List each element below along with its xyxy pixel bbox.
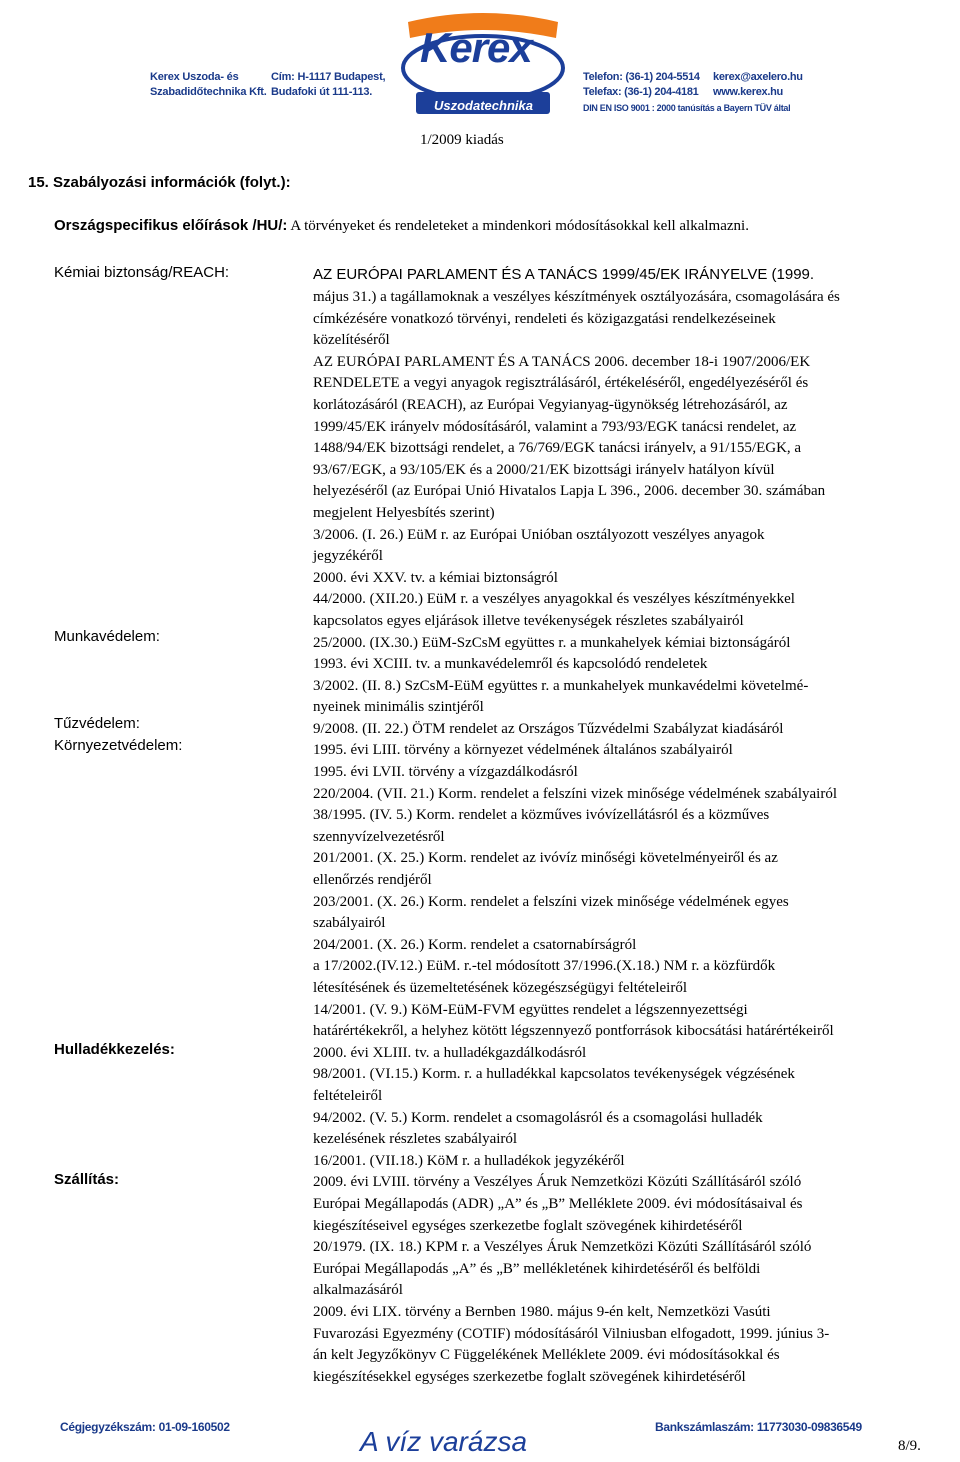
regulation-line: kapcsolatos egyes eljárások illetve tevékenységek részletes szabályairól bbox=[313, 612, 744, 629]
regulation-line: Fuvarozási Egyezmény (COTIF) módosításáról Vilniusban elfogadott, 1999. június 3- bbox=[313, 1325, 830, 1342]
label-fire-safety: Tűzvédelem: bbox=[54, 715, 140, 732]
regulation-line: feltételeiről bbox=[313, 1087, 383, 1104]
company-registration: Cégjegyzékszám: 01-09-160502 bbox=[60, 1420, 230, 1434]
regulation-line: címkézésére vonatkozó törvényi, rendeleti és közigazgatási rendelkezéseinek bbox=[313, 310, 776, 327]
company-name: Kerex Uszoda- és Szabadidőtechnika Kft. bbox=[150, 71, 267, 98]
regulation-line: RENDELETE a vegyi anyagok regisztrálásáról, értékeléséről, engedélyezéséről és bbox=[313, 375, 809, 392]
regulation-line: 1488/94/EK bizottsági rendelet, a 76/769/EGK tanácsi irányelv, a 91/155/EGK, a bbox=[313, 440, 802, 457]
regulation-line: 20/1979. (IX. 18.) KPM r. a Veszélyes Áruk Nemzetközi Közúti Szállításáról szóló bbox=[313, 1239, 812, 1256]
regulation-line: korlátozásáról (REACH), az Európai Vegyianyag-ügynökség létrehozásáról, az bbox=[313, 396, 788, 413]
regulation-line: 1993. évi XCIII. tv. a munkavédelemről és kapcsolódó rendeletek bbox=[313, 656, 708, 673]
regulation-line: 98/2001. (VI.15.) Korm. r. a hulladékkal kapcsolatos tevékenységek végzésének bbox=[313, 1066, 795, 1083]
regulation-line: 220/2004. (VII. 21.) Korm. rendelet a felszíni vizek minősége védelmének szabályairól bbox=[313, 785, 837, 802]
label-transport: Szállítás: bbox=[54, 1171, 120, 1188]
section-title: 15. Szabályozási információk (folyt.): bbox=[28, 174, 291, 191]
letterhead bbox=[0, 0, 960, 113]
regulation-line: 38/1995. (IV. 5.) Korm. rendelet a közműves ivóvízellátásról és a közműves bbox=[313, 807, 770, 824]
slogan: A víz varázsa bbox=[360, 1426, 528, 1457]
regulation-line: 44/2000. (XII.20.) EüM r. a veszélyes anyagokkal és veszélyes készítményekkel bbox=[313, 591, 795, 608]
regulation-line: AZ EURÓPAI PARLAMENT ÉS A TANÁCS 2006. december 18-i 1907/2006/EK bbox=[313, 353, 811, 370]
regulation-list bbox=[313, 287, 958, 1388]
page-number: 8/9. bbox=[898, 1438, 921, 1454]
regulation-line: 203/2001. (X. 26.) Korm. rendelet a felszíni vizek minősége védelmének egyes bbox=[313, 893, 789, 910]
regulation-line: megjelent Helyesbítés szerint) bbox=[313, 504, 495, 521]
regulation-line: án kelt Jegyzőkönyv C Függelékének Melléklete 2009. évi módosításokkal és bbox=[313, 1347, 780, 1364]
contact-email-web: kerex@axelero.hu www.kerex.hu bbox=[713, 71, 803, 98]
regulation-line: alkalmazásáról bbox=[313, 1282, 403, 1299]
company-address: Cím: H-1117 Budapest, Budafoki út 111-113. bbox=[271, 71, 386, 98]
regulation-line: ellenőrzés rendjéről bbox=[313, 872, 432, 889]
regulation-line: létesítésének és üzemeltetésének közegészségügyi feltételeiről bbox=[313, 980, 687, 996]
regulation-line: 1995. évi LVII. törvény a vízgazdálkodásról bbox=[313, 764, 578, 781]
logo-subtitle: Uszodatechnika bbox=[434, 98, 533, 113]
regulation-line: határértékekről, a helyhez kötött légszennyező pontforrások kibocsátási határértékeiről bbox=[313, 1023, 834, 1040]
country-specific-line bbox=[54, 217, 749, 235]
regulation-line: szennyvízelvezetésről bbox=[313, 828, 445, 845]
regulation-line: 94/2002. (V. 5.) Korm. rendelet a csomagolásról és a csomagolási hulladék bbox=[313, 1109, 763, 1126]
regulation-line: a 17/2002.(IV.12.) EüM. r.-tel módosított 37/1996.(X.18.) NM r. a közfürdők bbox=[313, 958, 776, 975]
regulation-line: 2000. évi XLIII. tv. a hulladékgazdálkodásról bbox=[313, 1044, 587, 1061]
regulation-line: 204/2001. (X. 26.) Korm. rendelet a csatornabírságról bbox=[313, 936, 637, 953]
reach-directive-first-line: AZ EURÓPAI PARLAMENT ÉS A TANÁCS 1999/45/EK IRÁNYELVE (1999. bbox=[313, 266, 815, 283]
regulation-line: 14/2001. (V. 9.) KöM-EüM-FVM együttes rendelet a légszennyezettségi bbox=[313, 1001, 748, 1018]
regulation-line: 2009. évi LVIII. törvény a Veszélyes Áruk Nemzetközi Közúti Szállításáról szóló bbox=[313, 1174, 802, 1191]
regulation-line: kiegészítésekkel egységes szerkezetbe foglalt szövegének kihirdetéséről bbox=[313, 1368, 746, 1385]
country-label: Országspecifikus előírások /HU/: bbox=[54, 217, 288, 234]
regulation-line: 16/2001. (VII.18.) KöM r. a hulladékok jegyzékéről bbox=[313, 1152, 625, 1169]
logo-wordmark: Kerex bbox=[420, 24, 532, 71]
issue-number: 1/2009 kiadás bbox=[420, 132, 504, 148]
footer bbox=[0, 1408, 960, 1462]
regulation-line: 201/2001. (X. 25.) Korm. rendelet az ivóvíz minőségi követelményeiről és az bbox=[313, 850, 778, 867]
regulation-line: 93/67/EGK, a 93/105/EK és a 2000/21/EK bizottsági irányelv hatályon kívül bbox=[313, 461, 775, 478]
regulation-line: 3/2002. (II. 8.) SzCsM-EüM együttes r. a munkahelyek munkavédelmi követelmé- bbox=[313, 677, 809, 694]
regulation-line: 1995. évi LIII. törvény a környezet védelmének általános szabályairól bbox=[313, 742, 733, 759]
regulation-line: 1999/45/EK irányelv módosításáról, valamint a 793/93/EGK tanácsi rendelet, az bbox=[313, 418, 797, 435]
label-environment: Környezetvédelem: bbox=[54, 737, 183, 754]
label-chemical-safety: Kémiai biztonság/REACH: bbox=[54, 264, 230, 281]
bank-account: Bankszámlaszám: 11773030-09836549 bbox=[655, 1420, 862, 1434]
regulation-line: szabályairól bbox=[313, 915, 386, 932]
regulation-line: kezelésének részletes szabályairól bbox=[313, 1131, 518, 1148]
regulation-line: 3/2006. (I. 26.) EüM r. az Európai Unióban osztályozott veszélyes anyagok bbox=[313, 526, 765, 543]
regulation-line: 9/2008. (II. 22.) ÖTM rendelet az Országos Tűzvédelmi Szabályzat kiadásáról bbox=[313, 720, 784, 737]
regulation-line: Európai Megállapodás „A” és „B” mellékletének kihirdetéséről és belföldi bbox=[313, 1260, 761, 1277]
regulation-line: nyeinek minimális szintjéről bbox=[313, 699, 484, 716]
contact-phone-fax: Telefon: (36-1) 204-5514 Telefax: (36-1) 204-4181 bbox=[583, 71, 700, 98]
regulation-line: 25/2000. (IX.30.) EüM-SzCsM együttes r. a munkahelyek kémiai biztonságáról bbox=[313, 634, 791, 651]
regulation-line: május 31.) a tagállamoknak a veszélyes készítmények osztályozására, csomagolására és bbox=[313, 289, 840, 305]
regulation-line: kiegészítéseivel egységes szerkezetbe foglalt szövegének kihirdetéséről bbox=[313, 1217, 743, 1234]
certification-note: DIN EN ISO 9001 : 2000 tanúsítás a Bayern TÜV által bbox=[583, 103, 791, 113]
label-work-safety: Munkavédelem: bbox=[54, 628, 160, 645]
regulation-line: Európai Megállapodás (ADR) „A” és „B” Melléklete 2009. évi módosításaival és bbox=[313, 1195, 803, 1212]
kerex-logo bbox=[398, 10, 568, 116]
regulation-line: 2009. évi LIX. törvény a Bernben 1980. május 9-én kelt, Nemzetközi Vasúti bbox=[313, 1303, 771, 1320]
country-text: A törvényeket és rendeleteket a mindenkori módosításokkal kell alkalmazni. bbox=[287, 218, 749, 234]
regulation-line: jegyzékéről bbox=[313, 548, 383, 565]
label-waste: Hulladékkezelés: bbox=[54, 1041, 175, 1058]
regulation-line: közelítéséről bbox=[313, 332, 390, 349]
regulation-line: 2000. évi XXV. tv. a kémiai biztonságról bbox=[313, 569, 558, 586]
regulation-line: helyezéséről (az Európai Unió Hivatalos Lapja L 396., 2006. december 30. számában bbox=[313, 483, 826, 500]
